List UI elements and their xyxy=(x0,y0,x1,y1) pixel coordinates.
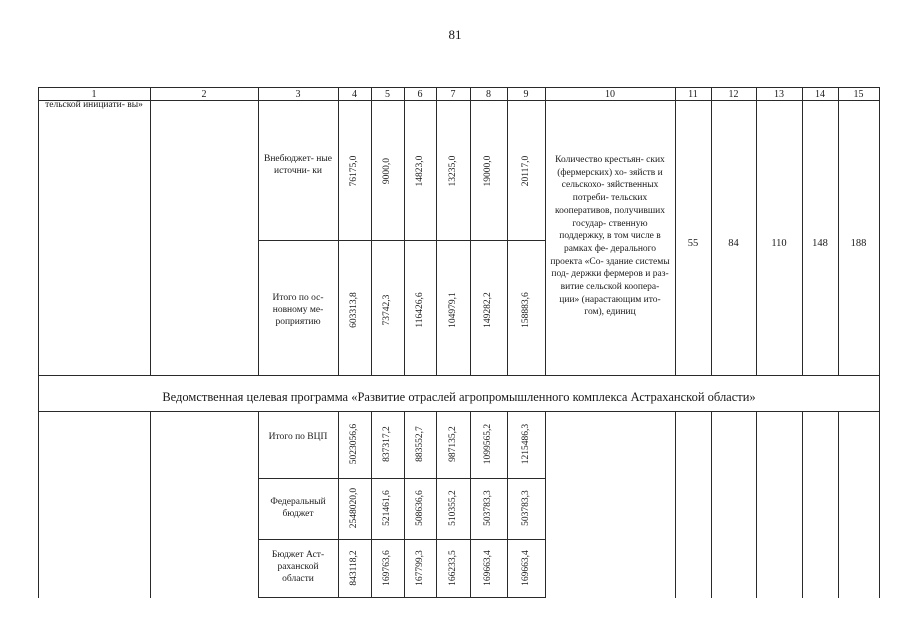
table-border xyxy=(756,87,757,375)
amount-cell: 1215486,3 xyxy=(521,423,531,465)
amount-cell: 503783,3 xyxy=(483,490,493,526)
table-border xyxy=(258,478,545,479)
column-header: 11 xyxy=(688,89,698,100)
table-border xyxy=(338,87,339,375)
table-border xyxy=(470,87,471,375)
table-border xyxy=(404,411,405,598)
table-border xyxy=(675,411,676,598)
table-border xyxy=(545,411,546,598)
amount-cell: 9000,0 xyxy=(382,157,392,185)
amount-cell: 13235,0 xyxy=(448,155,458,187)
table-border xyxy=(150,411,151,598)
amount-cell: 1099565,2 xyxy=(483,423,493,465)
column-header: 15 xyxy=(853,89,864,100)
table-border xyxy=(258,411,259,598)
amount-cell: 508636,6 xyxy=(415,490,425,526)
amount-cell: 503783,3 xyxy=(521,490,531,526)
table-border xyxy=(371,87,372,375)
table-border xyxy=(258,539,545,540)
amount-cell: 169663,4 xyxy=(521,550,531,586)
column-header: 10 xyxy=(605,89,615,100)
table-border xyxy=(338,411,339,598)
amount-cell: 510355,2 xyxy=(448,490,458,526)
table-border xyxy=(838,87,839,375)
amount-cell: 521461,6 xyxy=(382,490,392,526)
table-border xyxy=(371,411,372,598)
table-border xyxy=(38,411,880,412)
table-border xyxy=(545,87,546,375)
table-border xyxy=(470,411,471,598)
table-border xyxy=(258,597,545,598)
amount-cell: 76175,0 xyxy=(349,155,359,187)
indicator-value: 110 xyxy=(771,238,787,249)
table-border xyxy=(38,375,880,376)
column-header: 2 xyxy=(201,89,207,100)
column-header: 14 xyxy=(815,89,825,100)
page-number: 81 xyxy=(448,27,462,42)
amount-cell: 5023056,6 xyxy=(349,423,359,465)
indicator-description: Количество крестьян- ских (фермерских) хо- зяйств и сельскохо- зяйственных потреби- тельских кооперативов, получивших государ- ственную поддержку, в том числе в рамках фе- дерального проекта «Со- здание системы под- держки фермеров и раз- витие сельской коопера- ции» (нарастающим ито- гом), единиц xyxy=(550,155,670,318)
column-header: 5 xyxy=(385,89,390,100)
amount-cell: 167799,3 xyxy=(415,550,425,586)
column-header: 7 xyxy=(450,89,456,100)
table-border xyxy=(150,87,151,375)
column-header: 1 xyxy=(91,89,97,100)
column-header: 9 xyxy=(523,89,529,100)
table-border xyxy=(404,87,405,375)
column-header: 12 xyxy=(728,89,739,100)
column-header: 8 xyxy=(486,89,491,100)
table-border xyxy=(38,100,880,101)
indicator-value: 84 xyxy=(728,238,739,249)
amount-cell: 166233,5 xyxy=(448,550,458,586)
table-border xyxy=(38,87,39,375)
funding-source-cell: Итого по ос- новному ме- роприятию xyxy=(272,293,324,327)
amount-cell: 116426,6 xyxy=(415,292,425,328)
amount-cell: 169763,6 xyxy=(382,550,392,586)
funding-source-cell: Бюджет Аст- раханской области xyxy=(271,550,325,584)
funding-source-cell: Итого по ВЦП xyxy=(268,432,328,442)
amount-cell: 2548020,0 xyxy=(349,487,359,529)
amount-cell: 73742,3 xyxy=(382,294,392,326)
amount-cell: 987135,2 xyxy=(448,426,458,462)
table-border xyxy=(879,411,880,598)
amount-cell: 158883,6 xyxy=(521,292,531,328)
column-header: 6 xyxy=(417,89,423,100)
amount-cell: 20117,0 xyxy=(521,155,531,187)
table-border xyxy=(838,411,839,598)
table-border xyxy=(258,87,259,375)
table-border xyxy=(436,411,437,598)
amount-cell: 837317,2 xyxy=(382,426,392,462)
table-border xyxy=(711,411,712,598)
funding-source-cell: Федеральный бюджет xyxy=(270,497,326,519)
column-header: 4 xyxy=(352,89,357,100)
amount-cell: 104979,1 xyxy=(448,292,458,328)
table-border xyxy=(802,87,803,375)
amount-cell: 603313,8 xyxy=(349,292,359,328)
column-header: 13 xyxy=(774,89,784,100)
amount-cell: 169663,4 xyxy=(483,550,493,586)
program-title: Ведомственная целевая программа «Развитие отраслей агропромышленного комплекса Астраханской области» xyxy=(162,390,756,404)
table-border xyxy=(436,87,437,375)
table-border xyxy=(38,411,39,598)
table-border xyxy=(507,411,508,598)
amount-cell: 843118,2 xyxy=(349,550,359,586)
table-border xyxy=(38,87,880,88)
column-header: 3 xyxy=(295,89,301,100)
table-border xyxy=(756,411,757,598)
table-border xyxy=(802,411,803,598)
amount-cell: 149282,2 xyxy=(483,292,493,328)
amount-cell: 14823,0 xyxy=(415,155,425,187)
indicator-value: 55 xyxy=(687,238,699,249)
indicator-value: 188 xyxy=(850,238,867,249)
table-border xyxy=(675,87,676,375)
amount-cell: 19000,0 xyxy=(483,155,493,187)
table-border xyxy=(711,87,712,375)
table-border xyxy=(879,87,880,375)
amount-cell: 883552,7 xyxy=(415,426,425,462)
table-border xyxy=(507,87,508,375)
measure-name-cell: тельской инициати- вы» xyxy=(45,100,143,110)
funding-source-cell: Внебюджет- ные источни- ки xyxy=(264,154,332,176)
table-border xyxy=(258,240,545,241)
indicator-value: 148 xyxy=(812,238,828,249)
